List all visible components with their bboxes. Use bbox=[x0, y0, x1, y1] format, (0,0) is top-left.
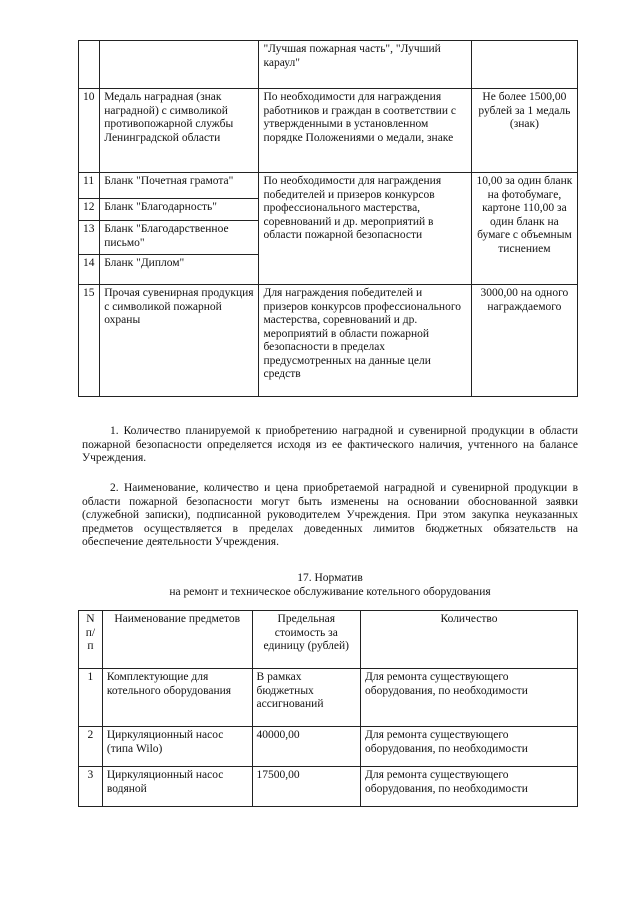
row-number: 2 bbox=[79, 727, 103, 767]
item-cost: В рамках бюджетных ассигнований bbox=[252, 669, 360, 727]
header-name: Наименование предметов bbox=[102, 611, 252, 669]
item-name: Бланк "Благодарность" bbox=[100, 199, 259, 221]
row-number: 3 bbox=[79, 767, 103, 807]
header-row bbox=[79, 611, 578, 669]
item-purpose: "Лучшая пожарная часть", "Лучший караул" bbox=[259, 41, 471, 89]
note-paragraph-2: 2. Наименование, количество и цена приобретаемой наградной и сувенирной продукции в области пожарной безопасности могут быть изменены на основании обоснованной заявки (служебной записки), подписанной руководителем Учреждения. При этом закупка неуказанных предметов осуществляется в пределах доведенных лимитов бюджетных обязательств на обеспечение деятельности Учреждения. bbox=[82, 482, 578, 548]
table-row bbox=[79, 285, 578, 397]
item-name: Медаль наградная (знак наградной) с символикой противопожарной службы Ленинградской области bbox=[100, 89, 259, 173]
table-row bbox=[79, 727, 578, 767]
group-purpose: По необходимости для награждения победителей и призеров конкурсов профессионального мастерства, соревнований и др. мероприятий в области пожарной безопасности bbox=[259, 173, 471, 285]
item-name: Прочая сувенирная продукция с символикой пожарной охраны bbox=[100, 285, 259, 397]
item-purpose: Для награждения победителей и призеров конкурсов профессионального мастерства, соревнований и др. мероприятий в области пожарной безопасности в пределах предусмотренных на данные цели средств bbox=[259, 285, 471, 397]
table-row bbox=[79, 89, 578, 173]
awards-table bbox=[78, 40, 578, 397]
item-name bbox=[100, 41, 259, 89]
row-number: 11 bbox=[79, 173, 100, 199]
table-row bbox=[79, 767, 578, 807]
row-number: 14 bbox=[79, 255, 100, 285]
row-number: 13 bbox=[79, 221, 100, 255]
item-qty: Для ремонта существующего оборудования, по необходимости bbox=[361, 727, 578, 767]
item-price: 3000,00 на одного награждаемого bbox=[471, 285, 577, 397]
item-cost: 17500,00 bbox=[252, 767, 360, 807]
row-number: 10 bbox=[79, 89, 100, 173]
note-paragraph-1: 1. Количество планируемой к приобретению наградной и сувенирной продукции в области пожарной безопасности определяется исходя из ее фактического наличия, учтенного на балансе Учреждения. bbox=[82, 425, 578, 464]
boiler-equipment-table bbox=[78, 610, 578, 807]
item-price: Не более 1500,00 рублей за 1 медаль (знак) bbox=[471, 89, 577, 173]
section-title: 17. Норматив bbox=[297, 572, 363, 584]
row-number bbox=[79, 41, 100, 89]
table-row bbox=[79, 173, 578, 199]
header-qty: Количество bbox=[361, 611, 578, 669]
item-purpose: По необходимости для награждения работников и граждан в соответствии с утвержденными в установленном порядке Положениями о медали, знаке bbox=[259, 89, 471, 173]
row-number: 12 bbox=[79, 199, 100, 221]
item-name: Циркуляционный насос водяной bbox=[102, 767, 252, 807]
header-num: N п/п bbox=[79, 611, 103, 669]
item-cost: 40000,00 bbox=[252, 727, 360, 767]
item-name: Бланк "Диплом" bbox=[100, 255, 259, 285]
table-row bbox=[79, 41, 578, 89]
row-number: 1 bbox=[79, 669, 103, 727]
item-qty: Для ремонта существующего оборудования, по необходимости bbox=[361, 669, 578, 727]
row-number: 15 bbox=[79, 285, 100, 397]
item-qty: Для ремонта существующего оборудования, по необходимости bbox=[361, 767, 578, 807]
header-cost: Предельная стоимость за единицу (рублей) bbox=[252, 611, 360, 669]
item-name: Бланк "Благодарственное письмо" bbox=[100, 221, 259, 255]
table-row bbox=[79, 669, 578, 727]
item-price bbox=[471, 41, 577, 89]
item-name: Циркуляционный насос (типа Wilo) bbox=[102, 727, 252, 767]
group-price: 10,00 за один бланк на фотобумаге, картоне 110,00 за один бланк на бумаге с объемным тиснением bbox=[471, 173, 577, 285]
item-name: Комплектующие для котельного оборудования bbox=[102, 669, 252, 727]
item-name: Бланк "Почетная грамота" bbox=[100, 173, 259, 199]
section-subtitle: на ремонт и техническое обслуживание котельного оборудования bbox=[169, 586, 491, 598]
